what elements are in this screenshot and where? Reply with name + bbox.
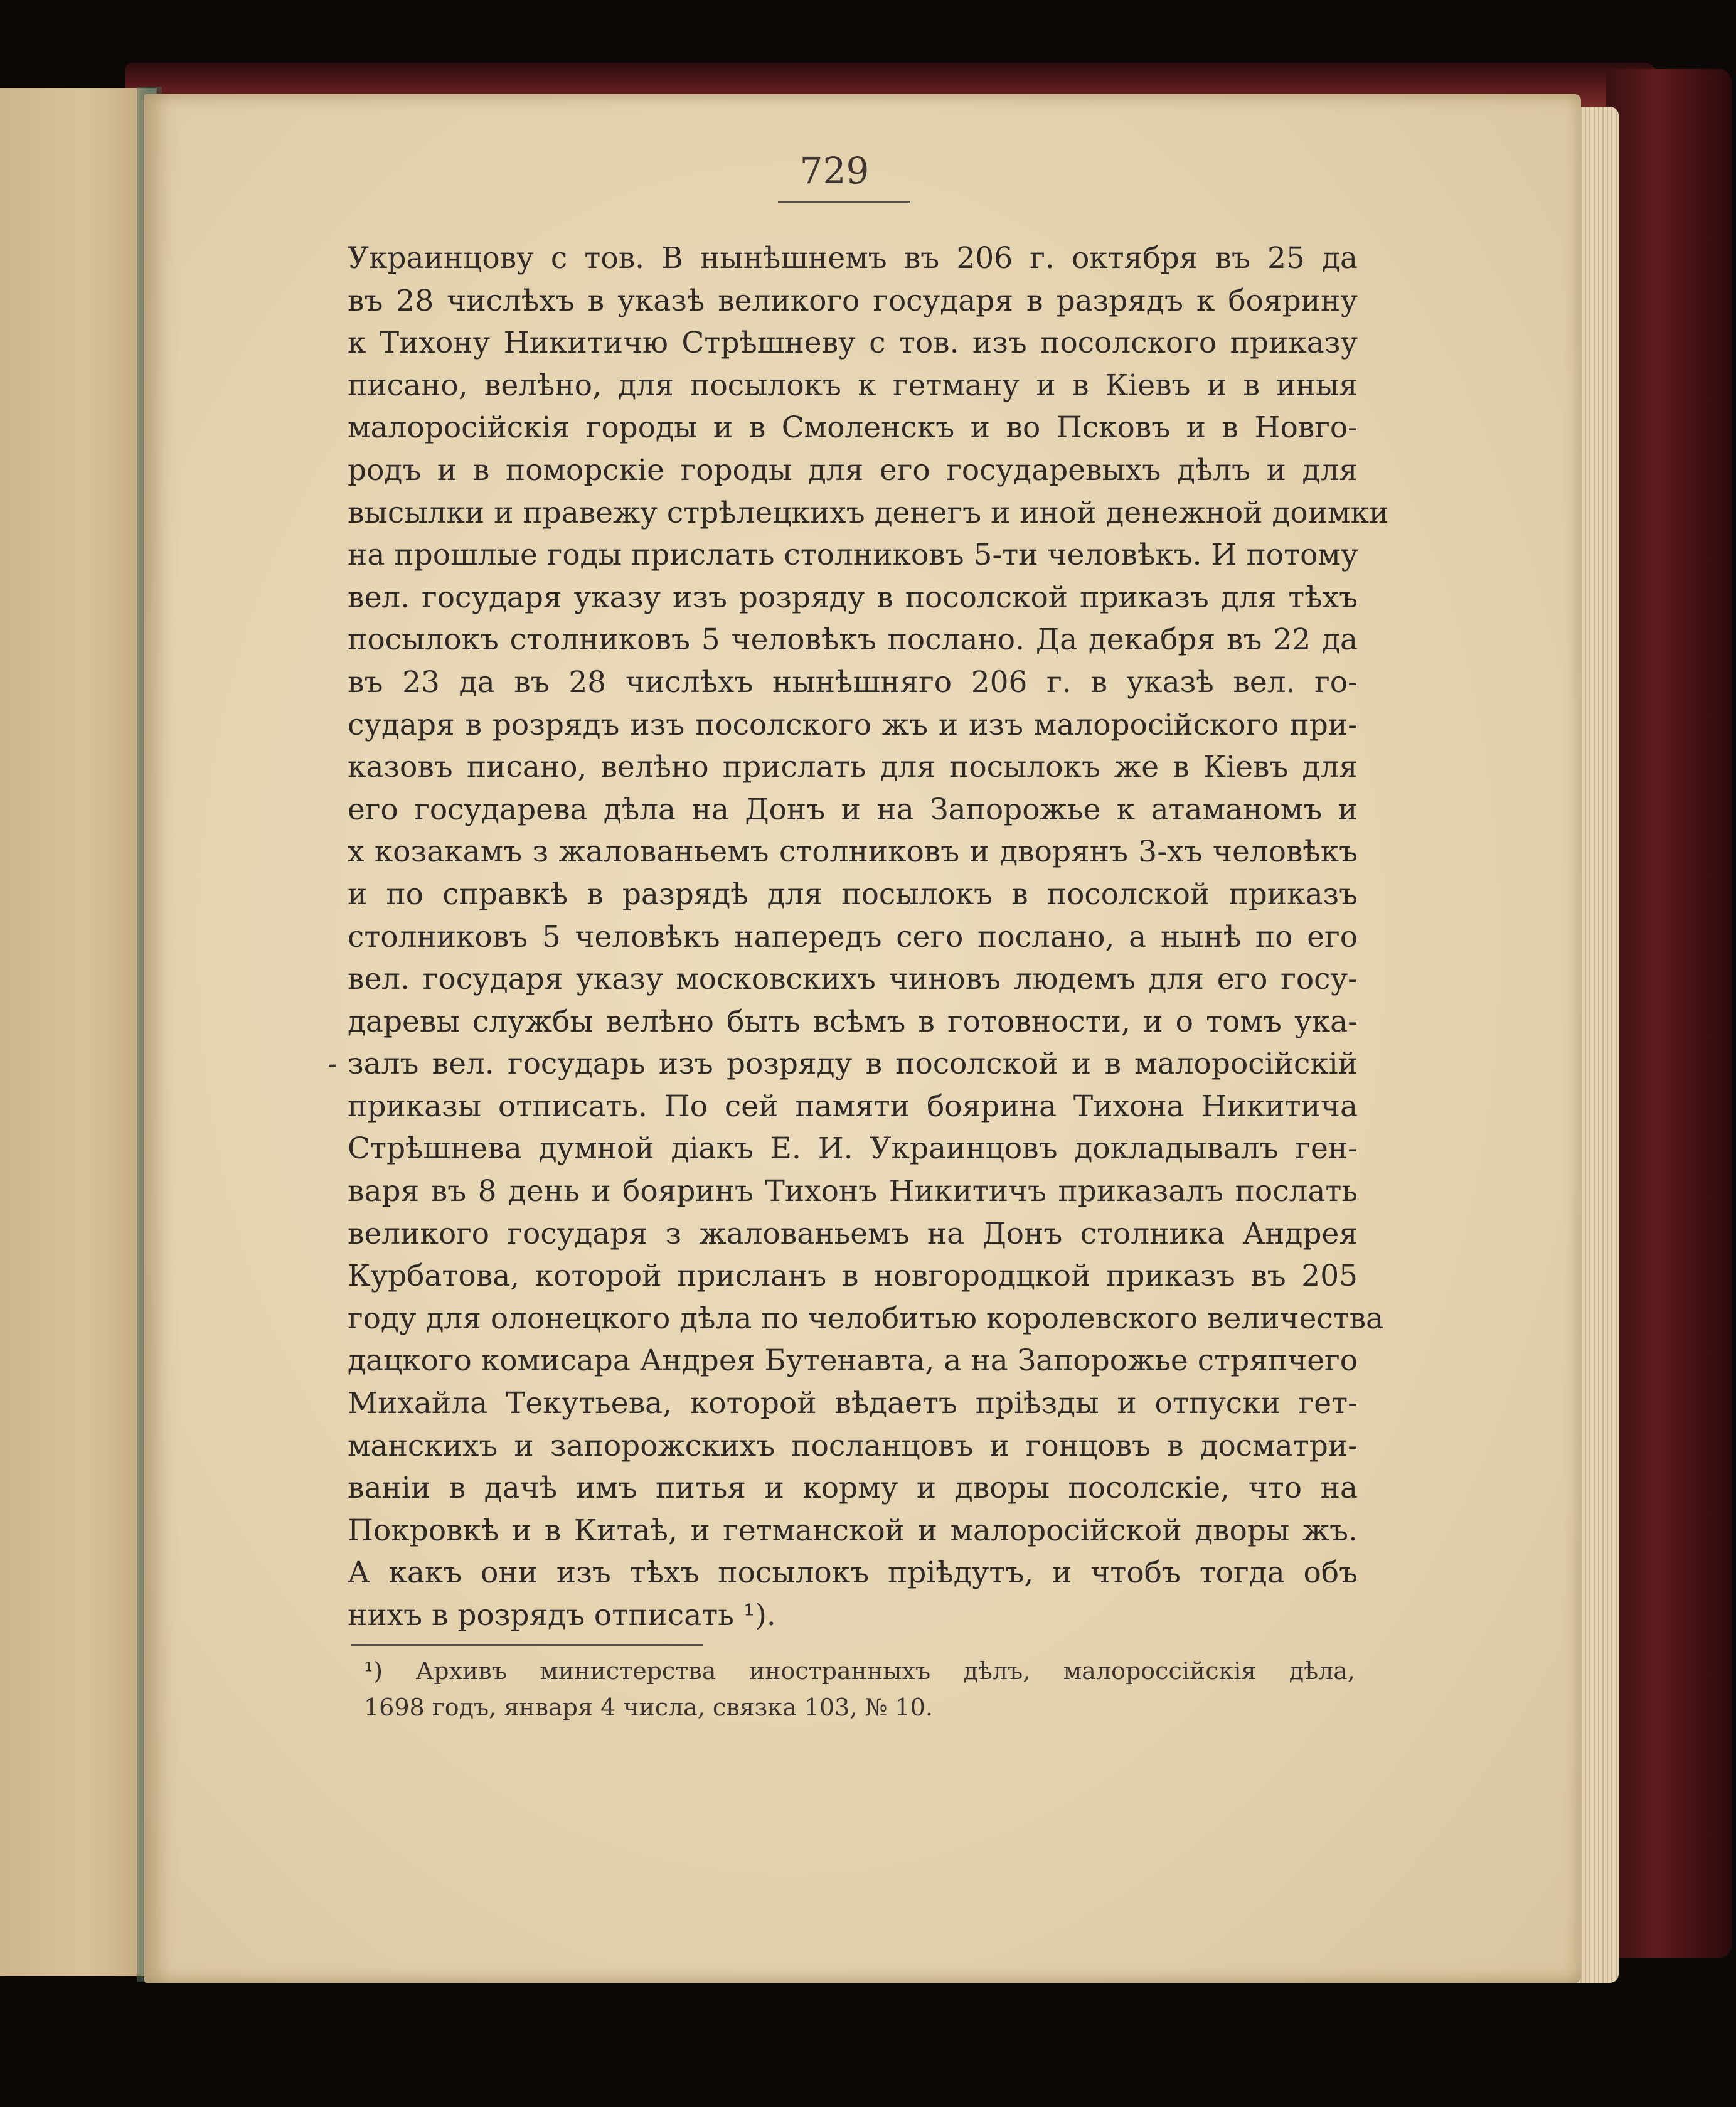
text-line: и по справкѣ в разрядѣ для посылокъ в посолской приказъ xyxy=(348,877,1358,912)
text-line: году для олонецкого дѣла по челобитью королевского величества xyxy=(348,1301,1384,1336)
text-line: казовъ писано, велѣно прислать для посылокъ же в Кіевъ для xyxy=(348,750,1358,785)
body-text xyxy=(348,237,1389,1637)
text-line: дацкого комисара Андрея Бутенавта, а на Запорожье стряпчего xyxy=(348,1343,1358,1379)
book-cover-right xyxy=(1606,69,1732,1958)
text-line: даревы службы велѣно быть всѣмъ в готовности, и о томъ ука- xyxy=(348,1004,1358,1039)
text-line: высылки и правежу стрѣлецкихъ денегъ и иной денежной доимки xyxy=(348,495,1389,530)
text-line: приказы отписать. По сей памяти боярина Тихона Никитича xyxy=(348,1089,1358,1124)
text-line: его государева дѣла на Донъ и на Запорожье к атаманомъ и xyxy=(348,792,1358,827)
text-line: посылокъ столниковъ 5 человѣкъ послано. Да декабря въ 22 да xyxy=(348,622,1358,658)
text-line: Покровкѣ и в Китаѣ, и гетманской и малоросійской дворы жъ. xyxy=(348,1513,1358,1548)
text-line: А какъ они изъ тѣхъ посылокъ пріѣдутъ, и чтобъ тогда объ xyxy=(348,1555,1358,1591)
left-page xyxy=(0,88,157,1976)
text-line: столниковъ 5 человѣкъ напередъ сего послано, а нынѣ по его xyxy=(348,919,1358,954)
text-line: х козакамъ з жалованьемъ столниковъ и дворянъ 3-хъ человѣкъ xyxy=(348,835,1358,870)
text-line: Курбатова, которой присланъ в новгородцкой приказъ въ 205 xyxy=(348,1259,1358,1294)
text-line: великого государя з жалованьемъ на Донъ столника Андрея xyxy=(348,1216,1358,1251)
text-line: на прошлые годы прислать столниковъ 5-ти человѣкъ. И потому xyxy=(348,538,1358,573)
text-line: родъ и в поморскіе городы для его государевыхъ дѣлъ и для xyxy=(348,452,1358,488)
page-number: 729 xyxy=(799,149,870,192)
text-line: к Тихону Никитичю Стрѣшневу с тов. изъ посолского приказу xyxy=(348,326,1358,361)
text-line: малоросійскія городы и в Смоленскъ и во Псковъ и в Новго- xyxy=(348,410,1358,445)
text-line: вел. государя указу московскихъ чиновъ людемъ для его госу- xyxy=(348,962,1358,997)
footnote xyxy=(364,1653,1355,1726)
text-line: Михайла Текутьева, которой вѣдаетъ пріѣзды и отпуски гет- xyxy=(348,1386,1358,1421)
text-line: вел. государя указу изъ розряду в посолской приказъ для тѣхъ xyxy=(348,580,1358,615)
footnote-line: ¹) Архивъ министерства иностранныхъ дѣлъ, малороссійскія дѣла, xyxy=(364,1657,1355,1685)
text-line: Украинцову с тов. В нынѣшнемъ въ 206 г. октября въ 25 да xyxy=(348,241,1358,275)
text-line: залъ вел. государь изъ розряду в посолской и в малоросійскій xyxy=(348,1047,1358,1082)
margin-mark: - xyxy=(327,1048,337,1080)
text-line: Стрѣшнева думной діакъ Е. И. Украинцовъ докладывалъ ген- xyxy=(348,1131,1358,1166)
text-line: варя въ 8 день и бояринъ Тихонъ Никитичъ приказалъ послать xyxy=(348,1174,1358,1209)
page-number-rule xyxy=(778,201,910,203)
text-line: писано, велѣно, для посылокъ к гетману и в Кіевъ и в иныя xyxy=(348,368,1358,403)
text-line: въ 28 числѣхъ в указѣ великого государя в разрядъ к боярину xyxy=(348,283,1358,318)
text-line: въ 23 да въ 28 числѣхъ нынѣшняго 206 г. в указѣ вел. го- xyxy=(348,664,1358,700)
text-line: сударя в розрядъ изъ посолского жъ и изъ малоросійского при- xyxy=(348,707,1358,742)
footnote-line: 1698 годъ, января 4 числа, связка 103, № 10. xyxy=(364,1694,933,1721)
text-line: ваніи в дачѣ имъ питья и корму и дворы посолскіе, что на xyxy=(348,1471,1358,1506)
text-line: нихъ в розрядъ отписать ¹). xyxy=(348,1598,776,1633)
text-line: манскихъ и запорожскихъ посланцовъ и гонцовъ в досматри- xyxy=(348,1428,1358,1463)
footnote-rule xyxy=(351,1644,703,1646)
